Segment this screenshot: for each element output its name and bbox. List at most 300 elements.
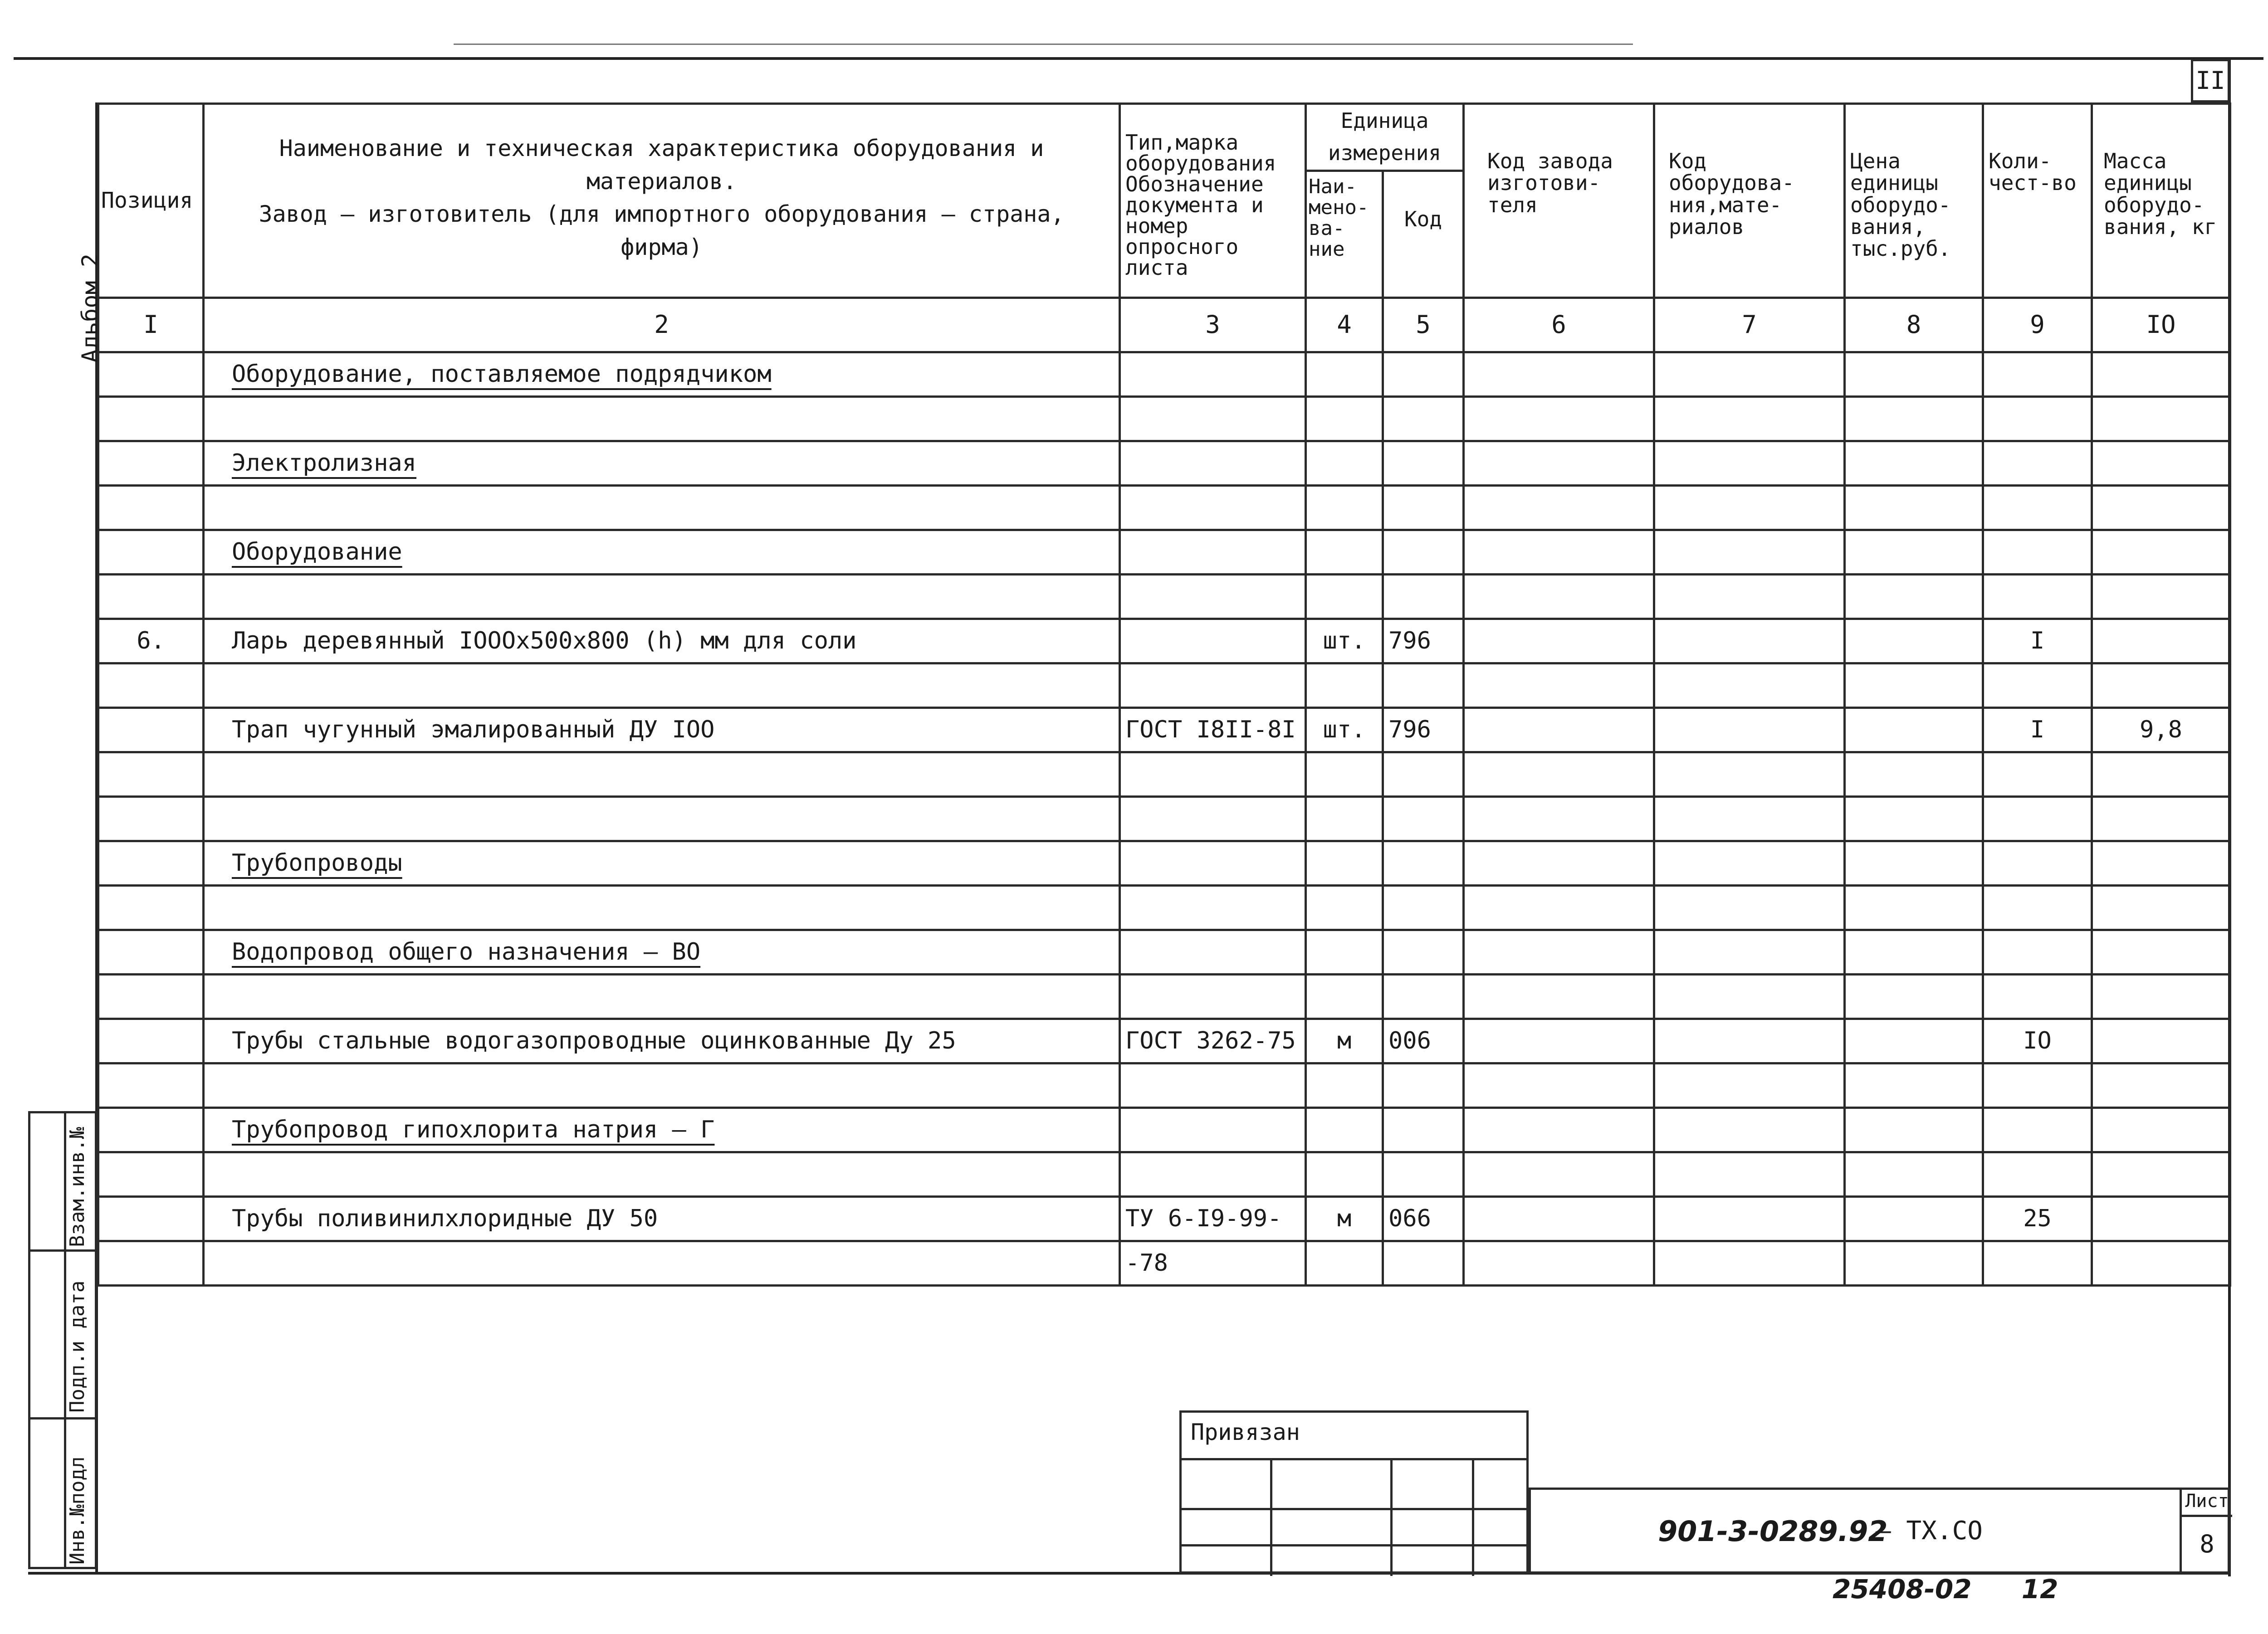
row-unit: [1306, 396, 1383, 441]
row-unit: [1306, 619, 1383, 663]
row-unit-code-text: 066: [1388, 1205, 1431, 1232]
row-position: [98, 441, 204, 485]
row-name-text: Трубы поливинилхлоридные ДУ 50: [232, 1205, 658, 1232]
row-equip-code: [1654, 530, 1845, 574]
row-position: [98, 574, 204, 619]
row-name: [204, 663, 1120, 707]
row-unit: [1306, 1107, 1383, 1152]
row-unit: [1306, 752, 1383, 796]
row-mass: [2092, 752, 2230, 796]
row-maker-code: [1464, 530, 1654, 574]
row-mass: [2092, 1196, 2230, 1241]
row-equip-code: [1654, 930, 1845, 974]
col-number: 9: [1983, 298, 2092, 352]
stamp-grid-line: [1472, 1458, 1474, 1576]
row-equip-code: [1654, 707, 1845, 752]
table-row: [98, 930, 2230, 974]
row-equip-code: [1654, 1019, 1845, 1063]
row-mass: [2092, 663, 2230, 707]
row-unit: [1306, 1196, 1383, 1241]
stamp-grid-line: [1182, 1544, 1526, 1546]
row-maker-code: [1464, 707, 1654, 752]
row-name: [204, 1152, 1120, 1196]
col-number: 5: [1383, 298, 1464, 352]
top-border-line: [14, 57, 2263, 60]
row-maker-code: [1464, 841, 1654, 885]
row-name: [204, 1107, 1120, 1152]
row-type-text: ГОСТ I8II-8I: [1125, 716, 1296, 743]
row-qty-text: I: [2030, 716, 2045, 743]
row-type-text: -78: [1125, 1249, 1168, 1277]
row-qty: [1983, 1196, 2092, 1241]
sheet-number-box: [2180, 1488, 2232, 1574]
table-row: [98, 530, 2230, 574]
row-mass: [2092, 1152, 2230, 1196]
row-equip-code: [1654, 974, 1845, 1019]
row-type: [1120, 663, 1306, 707]
row-position: [98, 1063, 204, 1107]
title-block: [1529, 1488, 2230, 1574]
row-price: [1845, 1019, 1983, 1063]
binding-stamp-label: Привязан: [1191, 1419, 1300, 1445]
table-row: [98, 1107, 2230, 1152]
row-type: [1120, 707, 1306, 752]
row-unit-code: [1383, 574, 1464, 619]
row-qty: [1983, 707, 2092, 752]
row-qty: [1983, 974, 2092, 1019]
row-mass: [2092, 352, 2230, 396]
row-name: [204, 352, 1120, 396]
row-equip-code: [1654, 796, 1845, 841]
row-unit-text: шт.: [1323, 627, 1366, 654]
row-position: [98, 1019, 204, 1063]
side-strip: [28, 1111, 97, 1569]
row-qty-text: 25: [2023, 1205, 2052, 1232]
row-qty: [1983, 885, 2092, 930]
row-name-text: Водопровод общего назначения – ВО: [232, 938, 701, 966]
row-equip-code: [1654, 1196, 1845, 1241]
table-row: [98, 396, 2230, 441]
side-strip-divider: [30, 1417, 95, 1419]
row-name: [204, 619, 1120, 663]
row-name-text: Оборудование, поставляемое подрядчиком: [232, 360, 772, 388]
row-type: [1120, 396, 1306, 441]
row-unit-code: [1383, 1107, 1464, 1152]
row-equip-code: [1654, 1241, 1845, 1285]
corner-number-box: [2191, 59, 2230, 102]
table-row: [98, 441, 2230, 485]
side-inv-label: Инв.№подл: [66, 1456, 89, 1565]
row-type: [1120, 974, 1306, 1019]
row-equip-code: [1654, 1152, 1845, 1196]
row-qty-text: I: [2030, 627, 2045, 654]
col-header-name: Наименование и техническая характеристика оборудования и материалов. Завод – изготовитель (для импортного оборудования – страна, фирма): [204, 104, 1120, 298]
row-position-text: 6.: [137, 627, 165, 654]
row-equip-code: [1654, 574, 1845, 619]
row-qty: [1983, 530, 2092, 574]
row-name: [204, 396, 1120, 441]
row-maker-code: [1464, 974, 1654, 1019]
row-position: [98, 485, 204, 530]
row-type: [1120, 1019, 1306, 1063]
row-qty: [1983, 1107, 2092, 1152]
row-type: [1120, 352, 1306, 396]
side-strip-divider: [30, 1249, 95, 1252]
corner-number: II: [2195, 66, 2225, 95]
row-unit-code: [1383, 841, 1464, 885]
row-maker-code: [1464, 441, 1654, 485]
row-mass: [2092, 441, 2230, 485]
row-name-text: Трубопровод гипохлорита натрия – Г: [232, 1116, 715, 1143]
row-unit-code: [1383, 1063, 1464, 1107]
row-mass: [2092, 930, 2230, 974]
row-mass: [2092, 396, 2230, 441]
row-name: [204, 885, 1120, 930]
col-number: 6: [1464, 298, 1654, 352]
col-number: I: [98, 298, 204, 352]
row-price: [1845, 841, 1983, 885]
row-unit-code: [1383, 1241, 1464, 1285]
row-type: [1120, 441, 1306, 485]
row-mass: [2092, 796, 2230, 841]
row-price: [1845, 707, 1983, 752]
table-row: [98, 352, 2230, 396]
row-type: [1120, 930, 1306, 974]
row-price: [1845, 752, 1983, 796]
row-price: [1845, 663, 1983, 707]
col-number: 7: [1654, 298, 1845, 352]
row-equip-code: [1654, 1063, 1845, 1107]
sheet-label: Лист: [2182, 1488, 2232, 1517]
col-header-unit-group: Единица измерения: [1306, 104, 1464, 171]
row-name: [204, 930, 1120, 974]
row-type: [1120, 1107, 1306, 1152]
side-podp-label: Подп.и дата: [66, 1280, 89, 1413]
row-mass: [2092, 1063, 2230, 1107]
row-unit: [1306, 841, 1383, 885]
row-position: [98, 841, 204, 885]
row-price: [1845, 930, 1983, 974]
row-type: [1120, 841, 1306, 885]
table-row: [98, 707, 2230, 752]
row-maker-code: [1464, 352, 1654, 396]
row-name: [204, 530, 1120, 574]
row-maker-code: [1464, 1241, 1654, 1285]
row-type-text: ТУ 6-I9-99-: [1125, 1205, 1282, 1232]
bottom-archive-number: 12: [2021, 1574, 2058, 1605]
bottom-archive-code: 25408-02 12: [1833, 1574, 2058, 1605]
col-number: 8: [1845, 298, 1983, 352]
row-qty: [1983, 396, 2092, 441]
col-header-price: Цена единицы оборудо-вания, тыс.руб.: [1845, 104, 1983, 298]
row-qty: [1983, 663, 2092, 707]
row-price: [1845, 974, 1983, 1019]
top-faint-line: [454, 44, 1633, 45]
row-maker-code: [1464, 396, 1654, 441]
row-unit: [1306, 796, 1383, 841]
row-unit: [1306, 485, 1383, 530]
table-row: [98, 1152, 2230, 1196]
row-unit: [1306, 1019, 1383, 1063]
row-price: [1845, 441, 1983, 485]
document-code: 901-3-0289.92: [1658, 1515, 1888, 1548]
col-number: 4: [1306, 298, 1383, 352]
row-unit-code: [1383, 752, 1464, 796]
row-unit: [1306, 1063, 1383, 1107]
row-name: [204, 974, 1120, 1019]
row-qty: [1983, 1063, 2092, 1107]
row-unit-code: [1383, 619, 1464, 663]
row-qty: [1983, 619, 2092, 663]
row-unit-code: [1383, 707, 1464, 752]
row-price: [1845, 530, 1983, 574]
row-qty-text: IO: [2023, 1027, 2052, 1054]
row-price: [1845, 1152, 1983, 1196]
row-type: [1120, 530, 1306, 574]
row-price: [1845, 1063, 1983, 1107]
row-type: [1120, 885, 1306, 930]
row-equip-code: [1654, 885, 1845, 930]
row-mass: [2092, 841, 2230, 885]
spec-table: [97, 102, 2231, 1287]
sheet-number: 8: [2200, 1530, 2214, 1558]
row-unit-code: [1383, 396, 1464, 441]
row-unit: [1306, 574, 1383, 619]
album-label: Альбом 2: [77, 254, 103, 363]
row-price: [1845, 396, 1983, 441]
row-unit: [1306, 1152, 1383, 1196]
table-row: [98, 796, 2230, 841]
row-maker-code: [1464, 1019, 1654, 1063]
row-qty: [1983, 841, 2092, 885]
table-row: [98, 619, 2230, 663]
row-maker-code: [1464, 663, 1654, 707]
row-price: [1845, 796, 1983, 841]
table-row: [98, 885, 2230, 930]
row-unit: [1306, 1241, 1383, 1285]
row-mass: [2092, 885, 2230, 930]
row-maker-code: [1464, 1196, 1654, 1241]
row-maker-code: [1464, 485, 1654, 530]
row-name: [204, 752, 1120, 796]
row-qty: [1983, 1152, 2092, 1196]
header-row: [98, 104, 2230, 171]
row-price: [1845, 885, 1983, 930]
row-price: [1845, 1241, 1983, 1285]
row-mass: [2092, 1241, 2230, 1285]
row-equip-code: [1654, 841, 1845, 885]
stamp-grid-line: [1182, 1508, 1526, 1510]
col-header-unit-code: Код: [1383, 171, 1464, 298]
row-mass: [2092, 530, 2230, 574]
row-maker-code: [1464, 574, 1654, 619]
row-qty: [1983, 352, 2092, 396]
row-equip-code: [1654, 752, 1845, 796]
table-row: [98, 1019, 2230, 1063]
row-position: [98, 885, 204, 930]
row-unit-code: [1383, 441, 1464, 485]
table-row: [98, 841, 2230, 885]
row-name: [204, 1063, 1120, 1107]
row-unit-code-text: 796: [1388, 716, 1431, 743]
row-name-text: Ларь деревянный IOOOx500x800 (h) мм для соли: [232, 627, 857, 654]
row-name: [204, 1196, 1120, 1241]
row-qty: [1983, 796, 2092, 841]
row-mass: [2092, 1107, 2230, 1152]
row-unit: [1306, 885, 1383, 930]
row-name: [204, 1241, 1120, 1285]
row-name: [204, 841, 1120, 885]
side-zam-label: Взам.инв.№: [66, 1127, 89, 1247]
row-unit-code-text: 006: [1388, 1027, 1431, 1054]
row-mass-text: 9,8: [2140, 716, 2182, 743]
row-unit: [1306, 930, 1383, 974]
row-mass: [2092, 707, 2230, 752]
row-unit-code: [1383, 930, 1464, 974]
row-mass: [2092, 574, 2230, 619]
row-position: [98, 1196, 204, 1241]
row-type: [1120, 1063, 1306, 1107]
row-maker-code: [1464, 619, 1654, 663]
row-name-text: Трап чугунный эмалированный ДУ IOO: [232, 716, 715, 743]
table-row: [98, 1196, 2230, 1241]
row-mass: [2092, 1019, 2230, 1063]
col-number: 3: [1120, 298, 1306, 352]
row-type-text: ГОСТ 3262-75: [1125, 1027, 1296, 1054]
row-unit-code: [1383, 1019, 1464, 1063]
table-row: [98, 663, 2230, 707]
row-unit: [1306, 707, 1383, 752]
row-equip-code: [1654, 1107, 1845, 1152]
row-mass: [2092, 974, 2230, 1019]
row-equip-code: [1654, 352, 1845, 396]
row-position: [98, 974, 204, 1019]
row-price: [1845, 574, 1983, 619]
table-row: [98, 1063, 2230, 1107]
col-number-row: [98, 298, 2230, 352]
row-unit-text: шт.: [1323, 716, 1366, 743]
row-qty: [1983, 441, 2092, 485]
row-position: [98, 1107, 204, 1152]
row-unit: [1306, 530, 1383, 574]
row-type: [1120, 574, 1306, 619]
row-unit-text: м: [1337, 1205, 1352, 1232]
row-price: [1845, 485, 1983, 530]
spec-body: [98, 352, 2230, 1285]
row-unit-text: м: [1337, 1027, 1352, 1054]
row-maker-code: [1464, 1063, 1654, 1107]
row-unit: [1306, 352, 1383, 396]
stamp-grid-line: [1182, 1458, 1526, 1460]
row-unit-code: [1383, 796, 1464, 841]
row-qty: [1983, 485, 2092, 530]
row-qty: [1983, 1019, 2092, 1063]
col-header-mass: Масса единицы оборудо-вания, кг: [2092, 104, 2230, 298]
row-unit: [1306, 441, 1383, 485]
row-unit-code: [1383, 885, 1464, 930]
row-name-text: Трубопроводы: [232, 849, 402, 877]
row-type: [1120, 619, 1306, 663]
col-header-maker-code: Код завода изготови-теля: [1464, 104, 1654, 298]
row-position: [98, 352, 204, 396]
row-price: [1845, 619, 1983, 663]
row-position: [98, 930, 204, 974]
row-unit-code: [1383, 352, 1464, 396]
row-type: [1120, 1196, 1306, 1241]
row-type: [1120, 485, 1306, 530]
row-position: [98, 619, 204, 663]
row-equip-code: [1654, 441, 1845, 485]
row-unit-code: [1383, 974, 1464, 1019]
row-type: [1120, 1241, 1306, 1285]
table-row: [98, 485, 2230, 530]
row-position: [98, 1241, 204, 1285]
row-name-text: Трубы стальные водогазопроводные оцинкованные Ду 25: [232, 1027, 956, 1054]
row-equip-code: [1654, 396, 1845, 441]
row-position: [98, 752, 204, 796]
row-equip-code: [1654, 663, 1845, 707]
row-unit-code: [1383, 530, 1464, 574]
table-row: [98, 752, 2230, 796]
row-maker-code: [1464, 1107, 1654, 1152]
col-number: 2: [204, 298, 1120, 352]
row-maker-code: [1464, 796, 1654, 841]
col-header-position: Позиция: [98, 104, 204, 298]
row-unit-code: [1383, 1152, 1464, 1196]
row-qty: [1983, 1241, 2092, 1285]
row-name: [204, 485, 1120, 530]
row-price: [1845, 352, 1983, 396]
table-row: [98, 574, 2230, 619]
row-price: [1845, 1107, 1983, 1152]
col-header-qty: Коли-чест-во: [1983, 104, 2092, 298]
row-position: [98, 796, 204, 841]
row-name: [204, 441, 1120, 485]
row-position: [98, 396, 204, 441]
row-position: [98, 530, 204, 574]
row-mass: [2092, 619, 2230, 663]
row-unit: [1306, 974, 1383, 1019]
row-qty: [1983, 930, 2092, 974]
row-unit-code: [1383, 1196, 1464, 1241]
col-header-unit-name: Наи-мено-ва-ние: [1306, 171, 1383, 298]
row-maker-code: [1464, 885, 1654, 930]
row-type: [1120, 796, 1306, 841]
row-position: [98, 663, 204, 707]
row-name: [204, 1019, 1120, 1063]
row-position: [98, 1152, 204, 1196]
row-qty: [1983, 574, 2092, 619]
row-name: [204, 796, 1120, 841]
binding-stamp: [1179, 1410, 1529, 1574]
row-mass: [2092, 485, 2230, 530]
col-number: IO: [2092, 298, 2230, 352]
row-unit: [1306, 663, 1383, 707]
table-row: [98, 1241, 2230, 1285]
row-name-text: Оборудование: [232, 538, 402, 566]
row-price: [1845, 1196, 1983, 1241]
row-maker-code: [1464, 752, 1654, 796]
row-equip-code: [1654, 619, 1845, 663]
row-qty: [1983, 752, 2092, 796]
row-unit-code: [1383, 485, 1464, 530]
row-unit-code-text: 796: [1388, 627, 1431, 654]
col-header-type: Тип,марка оборудования Обозначение документа и номер опросного листа: [1120, 104, 1306, 298]
row-equip-code: [1654, 485, 1845, 530]
table-row: [98, 974, 2230, 1019]
row-unit-code: [1383, 663, 1464, 707]
row-name: [204, 574, 1120, 619]
